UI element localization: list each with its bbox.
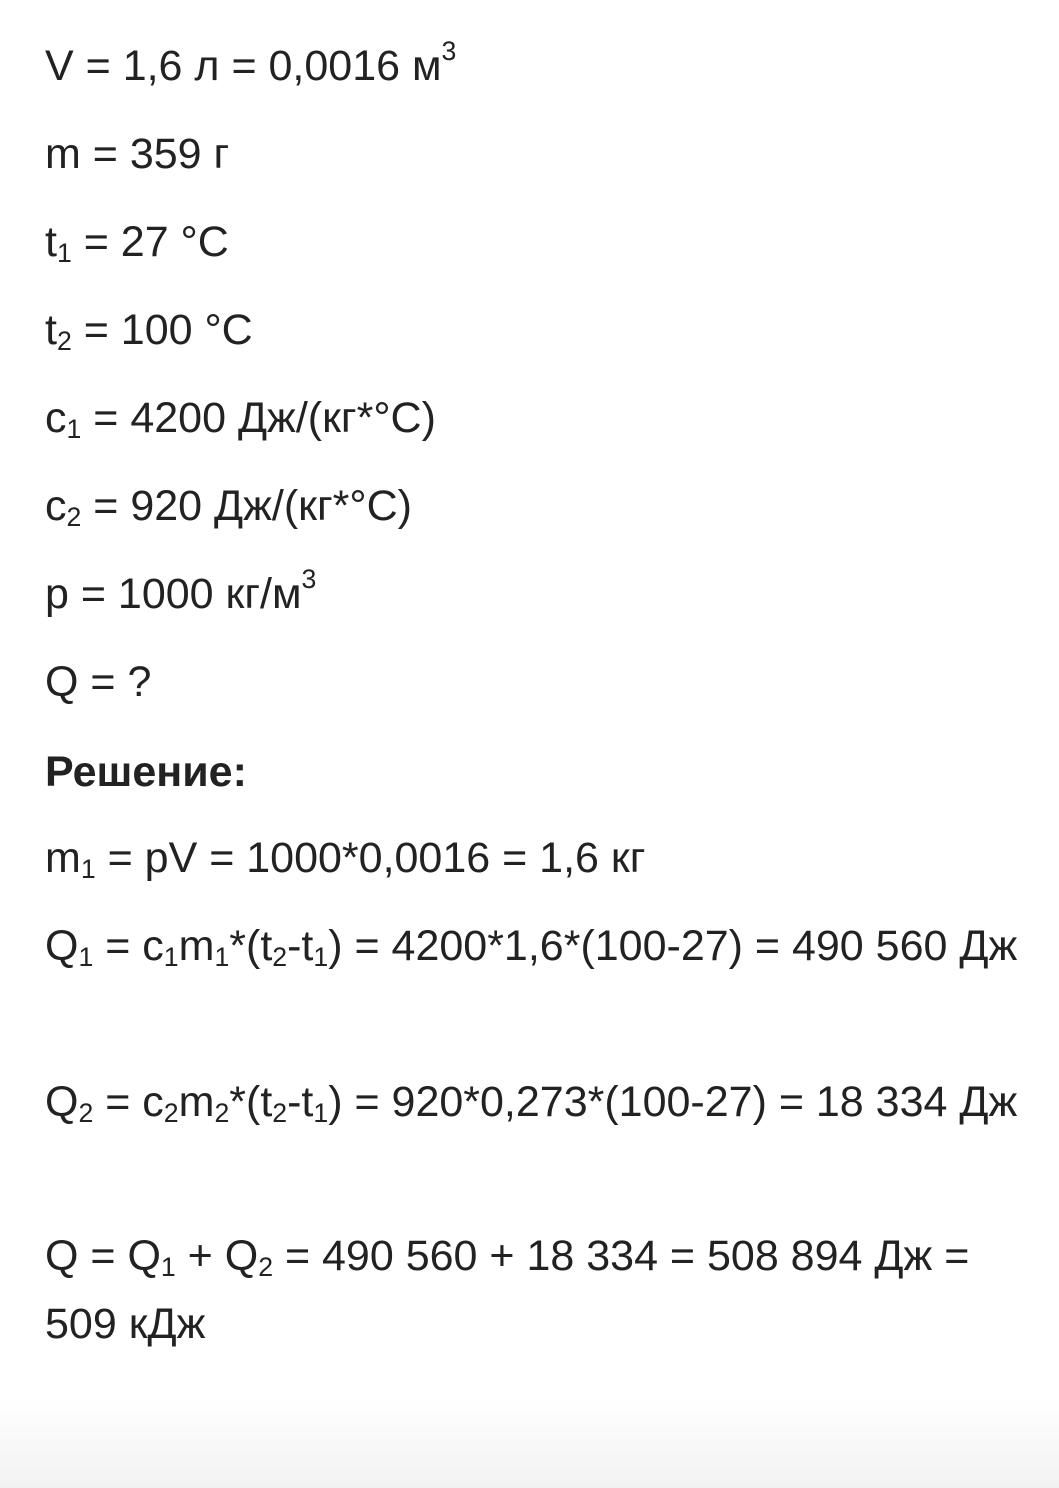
symbol: c: [45, 394, 67, 442]
value: = 920 Дж/(кг*°C): [81, 482, 412, 530]
superscript: 3: [301, 564, 317, 595]
total-part: = 490 560 + 18 334 = 508 894 Дж = 509 кДж: [45, 1232, 970, 1348]
subscript: 2: [163, 1097, 179, 1128]
value: = 359 г: [80, 130, 230, 178]
solution-total-q: [45, 1222, 1035, 1358]
value: = 1000 кг/м: [68, 570, 302, 618]
subscript: 1: [66, 413, 82, 444]
subscript: 2: [272, 1097, 288, 1128]
solution-q2: [45, 1068, 1035, 1136]
subscript: 1: [313, 1097, 329, 1128]
q1-part: -t: [287, 922, 314, 970]
subscript: 1: [313, 941, 329, 972]
solution-m1: [45, 824, 645, 892]
value: = 4200 Дж/(кг*°C): [81, 394, 436, 442]
symbol: t: [45, 218, 57, 266]
given-density: [45, 560, 316, 628]
q1-part: *(t: [229, 922, 273, 970]
total-part: + Q: [175, 1232, 259, 1280]
symbol: m: [45, 834, 81, 882]
q2-part: ) = 920*0,273*(100-27) = 18 334 Дж: [328, 1078, 1018, 1126]
given-c1: [45, 384, 436, 452]
subscript: 1: [160, 1251, 176, 1282]
subscript: 2: [272, 941, 288, 972]
subscript: 2: [56, 325, 72, 356]
q1-part: = c: [93, 922, 164, 970]
total-part: Q = Q: [45, 1232, 161, 1280]
subscript: 1: [163, 941, 179, 972]
given-volume: [45, 32, 456, 100]
q2-part: Q: [45, 1078, 79, 1126]
solution-q1: [45, 912, 1035, 980]
superscript: 3: [441, 36, 457, 67]
subscript: 1: [56, 237, 72, 268]
value: = 1,6 л = 0,0016 м: [73, 42, 442, 90]
value: = pV = 1000*0,0016 = 1,6 кг: [95, 834, 646, 882]
q2-part: -t: [287, 1078, 314, 1126]
subscript: 2: [214, 1097, 230, 1128]
q2-part: *(t: [229, 1078, 273, 1126]
q1-part: Q: [45, 922, 79, 970]
q1-part: ) = 4200*1,6*(100-27) = 490 560 Дж: [328, 922, 1018, 970]
subscript: 2: [258, 1251, 274, 1282]
subscript: 1: [80, 853, 96, 884]
value: = ?: [78, 658, 152, 706]
subscript: 1: [214, 941, 230, 972]
given-c2: [45, 472, 412, 540]
symbol: V: [45, 42, 74, 90]
symbol: m: [45, 130, 81, 178]
unknown-q: [45, 648, 151, 716]
given-t1: [45, 208, 229, 276]
value: = 27 °C: [71, 218, 229, 266]
symbol: Q: [45, 658, 79, 706]
bottom-fade: [0, 1398, 1059, 1488]
symbol: c: [45, 482, 67, 530]
given-mass: [45, 120, 229, 188]
subscript: 1: [78, 941, 94, 972]
given-t2: [45, 296, 253, 364]
q1-part: m: [178, 922, 215, 970]
symbol: p: [45, 570, 69, 618]
q2-part: m: [178, 1078, 215, 1126]
subscript: 2: [78, 1097, 94, 1128]
q2-part: = c: [93, 1078, 164, 1126]
symbol: t: [45, 306, 57, 354]
subscript: 2: [66, 501, 82, 532]
solution-heading: Решение:: [45, 748, 247, 796]
value: = 100 °C: [71, 306, 253, 354]
